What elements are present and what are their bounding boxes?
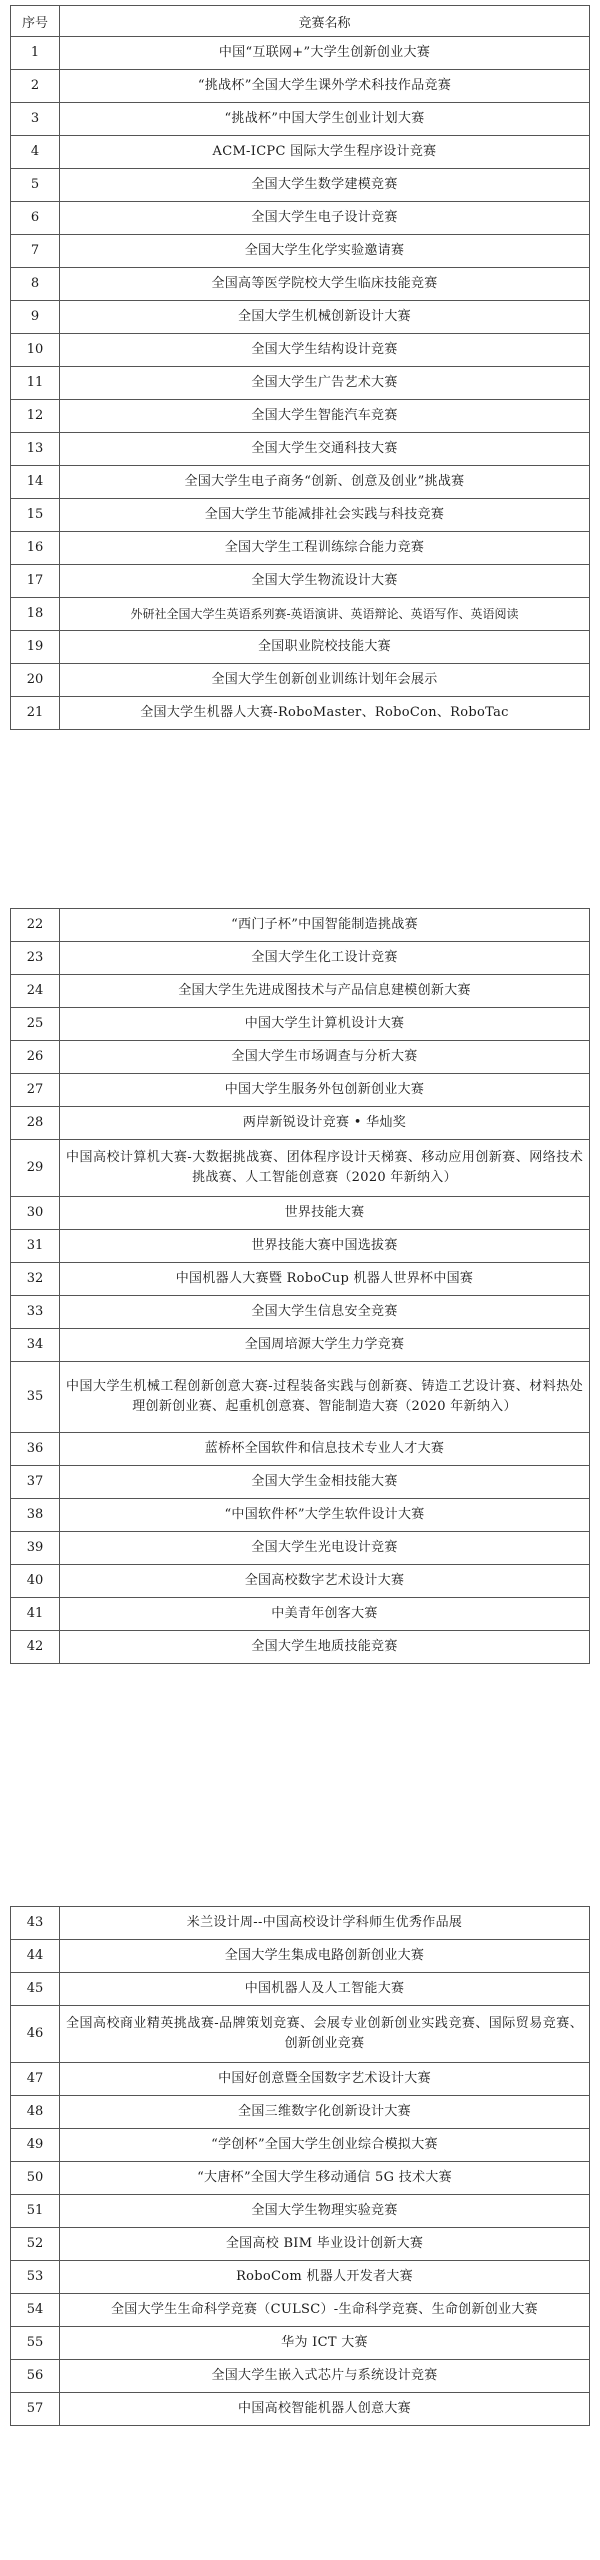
table-row bbox=[11, 1041, 590, 1074]
table-row bbox=[11, 1940, 590, 1973]
row-number: 30 bbox=[11, 1197, 60, 1230]
table-row bbox=[11, 942, 590, 975]
competition-name: ACM-ICPC 国际大学生程序设计竞赛 bbox=[60, 136, 590, 169]
table-row bbox=[11, 136, 590, 169]
competition-name: 全国大学生创新创业训练计划年会展示 bbox=[60, 664, 590, 697]
table-row bbox=[11, 532, 590, 565]
competition-name: 外研社全国大学生英语系列赛-英语演讲、英语辩论、英语写作、英语阅读 bbox=[60, 598, 590, 631]
table-row bbox=[11, 2393, 590, 2426]
table-row bbox=[11, 1197, 590, 1230]
row-number: 6 bbox=[11, 202, 60, 235]
row-number: 14 bbox=[11, 466, 60, 499]
row-number: 7 bbox=[11, 235, 60, 268]
table-row bbox=[11, 1565, 590, 1598]
competition-name: 全国大学生广告艺术大赛 bbox=[60, 367, 590, 400]
competition-name: 全国大学生机器人大赛-RoboMaster、RoboCon、RoboTac bbox=[60, 697, 590, 730]
row-number: 20 bbox=[11, 664, 60, 697]
table-row bbox=[11, 301, 590, 334]
competition-name: 全国大学生先进成图技术与产品信息建模创新大赛 bbox=[60, 975, 590, 1008]
competition-name: 全国大学生电子商务“创新、创意及创业”挑战赛 bbox=[60, 466, 590, 499]
competition-name: 两岸新锐设计竞赛 • 华灿奖 bbox=[60, 1107, 590, 1140]
competition-name: 全国大学生集成电路创新创业大赛 bbox=[60, 1940, 590, 1973]
competition-table-part-2 bbox=[10, 908, 590, 1664]
competition-name: 全国大学生地质技能竞赛 bbox=[60, 1631, 590, 1664]
row-number: 56 bbox=[11, 2360, 60, 2393]
table-row bbox=[11, 1329, 590, 1362]
row-number: 19 bbox=[11, 631, 60, 664]
competition-name: 全国高校数字艺术设计大赛 bbox=[60, 1565, 590, 1598]
table-row bbox=[11, 334, 590, 367]
competition-name: 全国高校 BIM 毕业设计创新大赛 bbox=[60, 2228, 590, 2261]
table-row bbox=[11, 1433, 590, 1466]
table-row bbox=[11, 400, 590, 433]
table-row bbox=[11, 367, 590, 400]
row-number: 2 bbox=[11, 70, 60, 103]
competition-name: 全国大学生电子设计竞赛 bbox=[60, 202, 590, 235]
table-row bbox=[11, 1973, 590, 2006]
table-row bbox=[11, 2327, 590, 2360]
row-number: 26 bbox=[11, 1041, 60, 1074]
competition-name: 全国高等医学院校大学生临床技能竞赛 bbox=[60, 268, 590, 301]
competition-name: 全国大学生化工设计竞赛 bbox=[60, 942, 590, 975]
table-row bbox=[11, 466, 590, 499]
row-number: 35 bbox=[11, 1362, 60, 1433]
competition-name: 全国大学生光电设计竞赛 bbox=[60, 1532, 590, 1565]
table-row bbox=[11, 2228, 590, 2261]
table-row bbox=[11, 1230, 590, 1263]
row-number: 4 bbox=[11, 136, 60, 169]
row-number: 3 bbox=[11, 103, 60, 136]
competition-name: 中国机器人及人工智能大赛 bbox=[60, 1973, 590, 2006]
table-row bbox=[11, 2162, 590, 2195]
table-row bbox=[11, 1499, 590, 1532]
row-number: 29 bbox=[11, 1140, 60, 1197]
table-row bbox=[11, 499, 590, 532]
table-row bbox=[11, 2360, 590, 2393]
column-header-name: 竞赛名称 bbox=[60, 6, 590, 37]
table-row bbox=[11, 1008, 590, 1041]
table-row bbox=[11, 37, 590, 70]
competition-name: 全国大学生智能汽车竞赛 bbox=[60, 400, 590, 433]
row-number: 23 bbox=[11, 942, 60, 975]
table-row bbox=[11, 70, 590, 103]
table-row bbox=[11, 1074, 590, 1107]
table-row bbox=[11, 433, 590, 466]
row-number: 45 bbox=[11, 1973, 60, 2006]
table-row bbox=[11, 2129, 590, 2162]
row-number: 55 bbox=[11, 2327, 60, 2360]
row-number: 12 bbox=[11, 400, 60, 433]
competition-name: 全国大学生市场调查与分析大赛 bbox=[60, 1041, 590, 1074]
table-row bbox=[11, 1107, 590, 1140]
competition-name: “大唐杯”全国大学生移动通信 5G 技术大赛 bbox=[60, 2162, 590, 2195]
table-row bbox=[11, 1907, 590, 1940]
table-row bbox=[11, 1598, 590, 1631]
competition-name: 中国高校智能机器人创意大赛 bbox=[60, 2393, 590, 2426]
row-number: 1 bbox=[11, 37, 60, 70]
table-row bbox=[11, 2006, 590, 2063]
competition-name: 华为 ICT 大赛 bbox=[60, 2327, 590, 2360]
competition-name: 全国大学生生命科学竞赛（CULSC）-生命科学竞赛、生命创新创业大赛 bbox=[60, 2294, 590, 2327]
competition-name: 中国大学生机械工程创新创意大赛-过程装备实践与创新赛、铸造工艺设计赛、材料热处理创新创业赛、起重机创意赛、智能制造大赛（2020 年新纳入） bbox=[60, 1362, 590, 1433]
competition-name: 中国高校计算机大赛-大数据挑战赛、团体程序设计天梯赛、移动应用创新赛、网络技术挑战赛、人工智能创意赛（2020 年新纳入） bbox=[60, 1140, 590, 1197]
row-number: 52 bbox=[11, 2228, 60, 2261]
table-row bbox=[11, 1631, 590, 1664]
row-number: 50 bbox=[11, 2162, 60, 2195]
competition-name: 全国大学生交通科技大赛 bbox=[60, 433, 590, 466]
column-header-number: 序号 bbox=[11, 6, 60, 37]
competition-name: 世界技能大赛 bbox=[60, 1197, 590, 1230]
row-number: 15 bbox=[11, 499, 60, 532]
row-number: 33 bbox=[11, 1296, 60, 1329]
row-number: 54 bbox=[11, 2294, 60, 2327]
row-number: 37 bbox=[11, 1466, 60, 1499]
table-row bbox=[11, 2294, 590, 2327]
row-number: 32 bbox=[11, 1263, 60, 1296]
competition-name: 蓝桥杯全国软件和信息技术专业人才大赛 bbox=[60, 1433, 590, 1466]
competition-name: RoboCom 机器人开发者大赛 bbox=[60, 2261, 590, 2294]
row-number: 9 bbox=[11, 301, 60, 334]
competition-name: “西门子杯”中国智能制造挑战赛 bbox=[60, 909, 590, 942]
row-number: 13 bbox=[11, 433, 60, 466]
competition-name: 全国大学生工程训练综合能力竞赛 bbox=[60, 532, 590, 565]
table-row bbox=[11, 2195, 590, 2228]
row-number: 46 bbox=[11, 2006, 60, 2063]
row-number: 24 bbox=[11, 975, 60, 1008]
row-number: 34 bbox=[11, 1329, 60, 1362]
competition-name: 中国大学生服务外包创新创业大赛 bbox=[60, 1074, 590, 1107]
row-number: 49 bbox=[11, 2129, 60, 2162]
table-row bbox=[11, 1263, 590, 1296]
row-number: 17 bbox=[11, 565, 60, 598]
table-row bbox=[11, 2096, 590, 2129]
competition-name: 中国大学生计算机设计大赛 bbox=[60, 1008, 590, 1041]
competition-name: 全国大学生化学实验邀请赛 bbox=[60, 235, 590, 268]
row-number: 18 bbox=[11, 598, 60, 631]
row-number: 5 bbox=[11, 169, 60, 202]
competition-name: 全国三维数字化创新设计大赛 bbox=[60, 2096, 590, 2129]
table-row bbox=[11, 909, 590, 942]
competition-name: 全国大学生物流设计大赛 bbox=[60, 565, 590, 598]
row-number: 42 bbox=[11, 1631, 60, 1664]
table-row bbox=[11, 631, 590, 664]
competition-name: 全国大学生物理实验竞赛 bbox=[60, 2195, 590, 2228]
competition-name: 米兰设计周--中国高校设计学科师生优秀作品展 bbox=[60, 1907, 590, 1940]
table-row bbox=[11, 1532, 590, 1565]
competition-name: “学创杯”全国大学生创业综合模拟大赛 bbox=[60, 2129, 590, 2162]
row-number: 28 bbox=[11, 1107, 60, 1140]
competition-name: 全国大学生数学建模竞赛 bbox=[60, 169, 590, 202]
competition-table-part-1 bbox=[10, 5, 590, 730]
competition-table-part-3 bbox=[10, 1906, 590, 2426]
row-number: 27 bbox=[11, 1074, 60, 1107]
table-row bbox=[11, 202, 590, 235]
table-row bbox=[11, 598, 590, 631]
row-number: 47 bbox=[11, 2063, 60, 2096]
competition-name: 世界技能大赛中国选拔赛 bbox=[60, 1230, 590, 1263]
competition-name: 中国“互联网+”大学生创新创业大赛 bbox=[60, 37, 590, 70]
competition-name: 全国高校商业精英挑战赛-品牌策划竞赛、会展专业创新创业实践竞赛、国际贸易竞赛、创新创业竞赛 bbox=[60, 2006, 590, 2063]
row-number: 36 bbox=[11, 1433, 60, 1466]
row-number: 53 bbox=[11, 2261, 60, 2294]
table-row bbox=[11, 235, 590, 268]
row-number: 48 bbox=[11, 2096, 60, 2129]
row-number: 8 bbox=[11, 268, 60, 301]
competition-name: 全国大学生嵌入式芯片与系统设计竞赛 bbox=[60, 2360, 590, 2393]
competition-name: 中国好创意暨全国数字艺术设计大赛 bbox=[60, 2063, 590, 2096]
table-row bbox=[11, 664, 590, 697]
table-row bbox=[11, 169, 590, 202]
competition-name: 中美青年创客大赛 bbox=[60, 1598, 590, 1631]
table-row bbox=[11, 697, 590, 730]
table-row bbox=[11, 1362, 590, 1433]
table-row bbox=[11, 2261, 590, 2294]
competition-name: 全国周培源大学生力学竞赛 bbox=[60, 1329, 590, 1362]
row-number: 21 bbox=[11, 697, 60, 730]
table-row bbox=[11, 1296, 590, 1329]
competition-name: 中国机器人大赛暨 RoboCup 机器人世界杯中国赛 bbox=[60, 1263, 590, 1296]
row-number: 16 bbox=[11, 532, 60, 565]
row-number: 25 bbox=[11, 1008, 60, 1041]
row-number: 11 bbox=[11, 367, 60, 400]
competition-name: “挑战杯”全国大学生课外学术科技作品竞赛 bbox=[60, 70, 590, 103]
competition-name: “挑战杯”中国大学生创业计划大赛 bbox=[60, 103, 590, 136]
table-row bbox=[11, 1140, 590, 1197]
competition-name: 全国职业院校技能大赛 bbox=[60, 631, 590, 664]
table-row bbox=[11, 103, 590, 136]
competition-name: 全国大学生结构设计竞赛 bbox=[60, 334, 590, 367]
row-number: 22 bbox=[11, 909, 60, 942]
row-number: 31 bbox=[11, 1230, 60, 1263]
row-number: 44 bbox=[11, 1940, 60, 1973]
table-row bbox=[11, 1466, 590, 1499]
competition-name: 全国大学生金相技能大赛 bbox=[60, 1466, 590, 1499]
competition-name: 全国大学生节能减排社会实践与科技竞赛 bbox=[60, 499, 590, 532]
row-number: 57 bbox=[11, 2393, 60, 2426]
row-number: 38 bbox=[11, 1499, 60, 1532]
table-row bbox=[11, 2063, 590, 2096]
competition-name: “中国软件杯”大学生软件设计大赛 bbox=[60, 1499, 590, 1532]
row-number: 10 bbox=[11, 334, 60, 367]
competition-name: 全国大学生信息安全竞赛 bbox=[60, 1296, 590, 1329]
table-row bbox=[11, 565, 590, 598]
table-row bbox=[11, 268, 590, 301]
row-number: 43 bbox=[11, 1907, 60, 1940]
row-number: 40 bbox=[11, 1565, 60, 1598]
table-row bbox=[11, 975, 590, 1008]
row-number: 51 bbox=[11, 2195, 60, 2228]
competition-name: 全国大学生机械创新设计大赛 bbox=[60, 301, 590, 334]
row-number: 39 bbox=[11, 1532, 60, 1565]
row-number: 41 bbox=[11, 1598, 60, 1631]
